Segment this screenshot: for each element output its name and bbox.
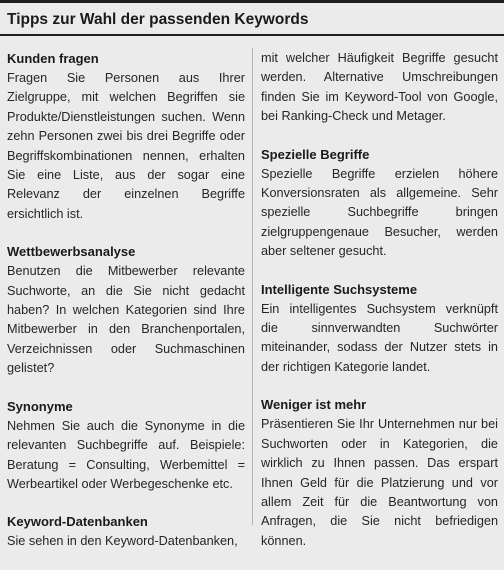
box-title: Tipps zur Wahl der passenden Keywords xyxy=(7,11,309,28)
column-divider xyxy=(252,48,253,525)
title-bar xyxy=(0,0,504,36)
section-text: Fragen Sie Personen aus Ihrer Zielgruppe, mit welchen Begriffen sie Produkte/Dienstleistungen suchen. Wenn zehn Personen zwei bis drei Begriffe oder Begriffskombinationen nennen, erhalten Sie eine Liste, aus der sogar eine Relevanz der einzelnen Begriffe ersichtlich ist. xyxy=(7,71,245,221)
section-intelligente-suchsysteme xyxy=(261,280,498,378)
section-keyword-datenbanken-continued xyxy=(261,49,498,127)
section-text: Nehmen Sie auch die Synonyme in die relevanten Suchbegriffe auf. Beispiele: Beratung = Consulting, Werbemittel = Werbeartikel oder Werbegeschenke etc. xyxy=(7,418,245,491)
section-text: Spezielle Begriffe erzielen höhere Konversionsraten als allgemeine. Sehr spezielle Suchbegriffe bringen zielgruppengenaue Besucher, werden aber seltener gesucht. xyxy=(261,166,498,259)
section-text: Sie sehen in den Keyword-Datenbanken, xyxy=(7,534,238,549)
section-kunden-fragen xyxy=(7,49,245,224)
section-synonyme xyxy=(7,397,245,495)
section-text: mit welcher Häufigkeit Begriffe gesucht werden. Alternative Umschreibungen finden Sie im Keyword-Tool von Google, bei Ranking-Check und Metager. xyxy=(261,51,498,124)
section-text: Präsentieren Sie Ihr Unternehmen nur bei Suchworten oder in Kategorien, die wirklich zu Ihnen passen. Das erspart Ihnen Geld für die Platzierung und vor allem Zeit für die Beantwortung von Anfragen, die Sie nicht befriedigen können. xyxy=(261,417,498,548)
section-heading: Weniger ist mehr xyxy=(261,397,367,413)
section-text: Ein intelligentes Suchsystem verknüpft die sinnverwandten Suchwörter miteinander, sodass der Nutzer stets in der richtigen Kategorie landet. xyxy=(261,301,498,374)
right-column xyxy=(261,49,498,569)
section-heading: Kunden fragen xyxy=(7,51,99,66)
section-heading: Keyword-Datenbanken xyxy=(7,514,148,530)
section-spezielle-begriffe xyxy=(261,145,498,262)
section-heading: Synonyme xyxy=(7,398,73,414)
section-weniger-ist-mehr xyxy=(261,395,498,551)
section-heading: Intelligente Suchsysteme xyxy=(261,281,418,297)
section-heading: Spezielle Begriffe xyxy=(261,146,370,162)
section-text: Benutzen die Mitbewerber relevante Suchworte, an die Sie nicht gedacht haben? In welchen Kategorien sind Ihre Mitbewerber in den Branchenportalen, Verzeichnissen oder Suchmaschinen gelistet? xyxy=(7,264,245,376)
left-column xyxy=(7,49,245,570)
section-heading: Wettbewerbsanalyse xyxy=(7,244,136,260)
section-wettbewerbsanalyse xyxy=(7,242,245,378)
section-keyword-datenbanken xyxy=(7,512,245,551)
